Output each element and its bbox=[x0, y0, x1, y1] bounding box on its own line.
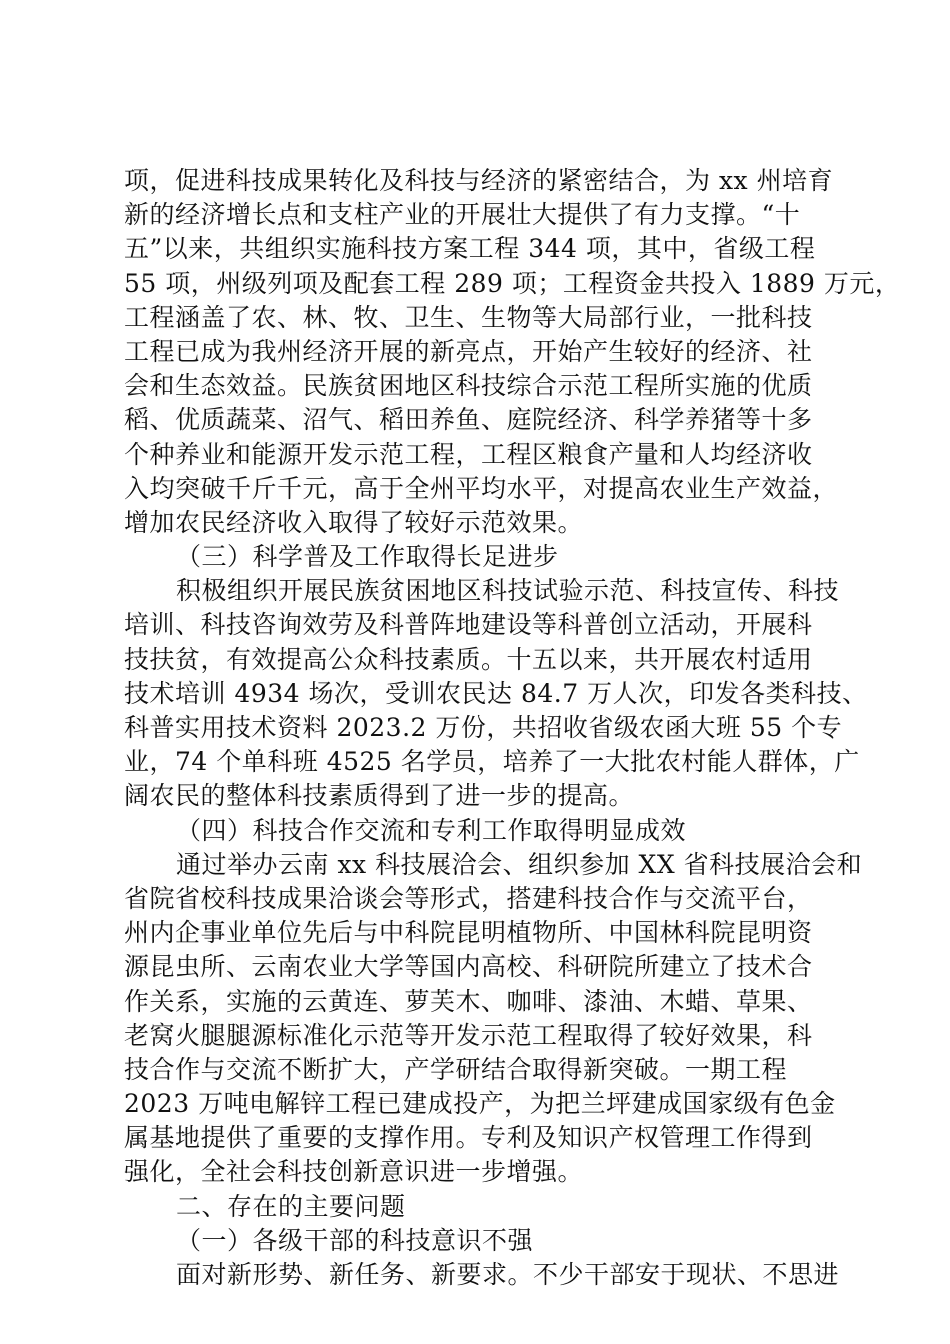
text-line: 55 项，州级列项及配套工程 289 项；工程资金共投入 1889 万元， bbox=[124, 268, 901, 298]
text-line: 作关系，实施的云黄连、萝芙木、咖啡、漆油、木蜡、草果、 bbox=[124, 986, 813, 1016]
paragraph-first-line: 积极组织开展民族贫困地区科技试验示范、科技宣传、科技 bbox=[176, 576, 840, 606]
text-line: 入均突破千斤千元，高于全州平均水平，对提高农业生产效益， bbox=[124, 473, 839, 503]
text-line: 省院省校科技成果洽谈会等形式，搭建科技合作与交流平台， bbox=[124, 883, 813, 913]
text-line: 老窝火腿腿源标准化示范等开发示范工程取得了较好效果，科 bbox=[124, 1020, 813, 1050]
section-heading-1: （一）各级干部的科技意识不强 bbox=[176, 1225, 534, 1255]
text-line: 技扶贫，有效提高公众科技素质。十五以来，共开展农村适用 bbox=[124, 644, 813, 674]
text-line: 业，74 个单科班 4525 名学员，培养了一大批农村能人群体，广 bbox=[124, 747, 860, 777]
text-line: 五”以来，共组织实施科技方案工程 344 项，其中，省级工程 bbox=[124, 234, 816, 264]
text-line: 工程已成为我州经济开展的新亮点，开始产生较好的经济、社 bbox=[124, 336, 813, 366]
text-line: 州内企事业单位先后与中科院昆明植物所、中国林科院昆明资 bbox=[124, 918, 813, 948]
text-line: 工程涵盖了农、林、牧、卫生、生物等大局部行业，一批科技 bbox=[124, 302, 813, 332]
text-line: 项，促进科技成果转化及科技与经济的紧密结合，为 xx 州培育 bbox=[124, 166, 834, 195]
text-line: 个种养业和能源开发示范工程，工程区粮食产量和人均经济收 bbox=[124, 439, 813, 469]
text-line: 稻、优质蔬菜、沼气、稻田养鱼、庭院经济、科学养猪等十多 bbox=[124, 405, 813, 435]
paragraph-first-line: 通过举办云南 xx 科技展洽会、组织参加 XX 省科技展洽会和 bbox=[176, 849, 863, 879]
text-line: 会和生态效益。民族贫困地区科技综合示范工程所实施的优质 bbox=[124, 371, 813, 401]
text-line: 源昆虫所、云南农业大学等国内高校、科研院所建立了技术合 bbox=[124, 952, 813, 982]
text-line: 科普实用技术资料 2023.2 万份，共招收省级农函大班 55 个专 bbox=[124, 713, 843, 742]
text-line: 2023 万吨电解锌工程已建成投产，为把兰坪建成国家级有色金 bbox=[124, 1089, 836, 1119]
paragraph-first-line: 面对新形势、新任务、新要求。不少干部安于现状、不思进 bbox=[176, 1260, 840, 1289]
text-line: 培训、科技咨询效劳及科普阵地建设等科普创立活动，开展科 bbox=[124, 610, 813, 640]
text-line: 强化，全社会科技创新意识进一步增强。 bbox=[124, 1157, 584, 1187]
text-line: 增加农民经济收入取得了较好示范效果。 bbox=[124, 507, 584, 537]
text-line: 阔农民的整体科技素质得到了进一步的提高。 bbox=[124, 781, 635, 811]
text-line: 技合作与交流不断扩大，产学研结合取得新突破。一期工程 bbox=[124, 1054, 788, 1084]
section-heading-3: （三）科学普及工作取得长足进步 bbox=[176, 542, 559, 572]
text-line: 技术培训 4934 场次，受训农民达 84.7 万人次，印发各类科技、 bbox=[124, 678, 868, 708]
chapter-heading: 二、存在的主要问题 bbox=[176, 1191, 406, 1221]
document-body bbox=[124, 164, 901, 1292]
text-line: 新的经济增长点和支柱产业的开展壮大提供了有力支撑。“十 bbox=[124, 200, 801, 230]
section-heading-4: （四）科技合作交流和专利工作取得明显成效 bbox=[176, 815, 687, 845]
text-line: 属基地提供了重要的支撑作用。专利及知识产权管理工作得到 bbox=[124, 1123, 813, 1153]
